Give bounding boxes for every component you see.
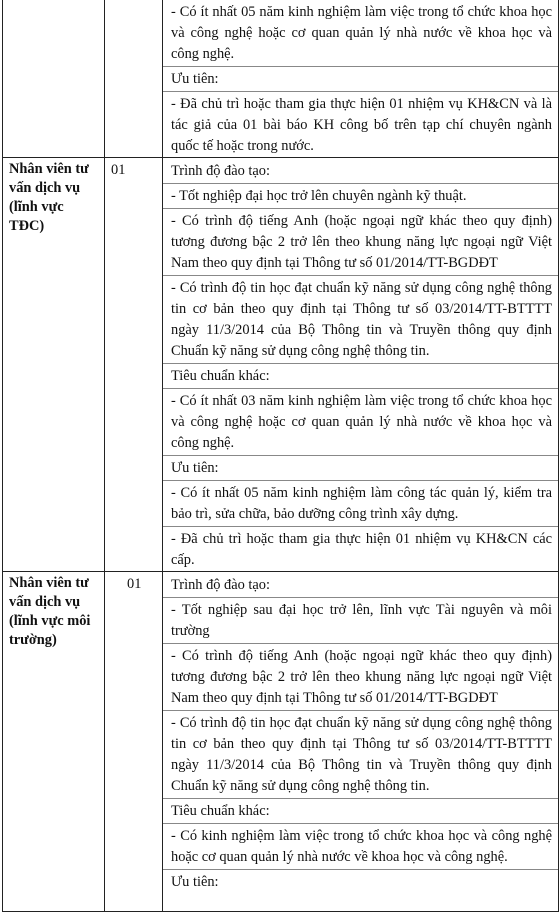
requirement-heading: Trình độ đào tạo:	[171, 163, 271, 179]
requirement-text: - Tốt nghiệp đại học trở lên chuyên ngành kỹ thuật.	[171, 188, 467, 204]
divider	[163, 66, 558, 67]
divider	[163, 208, 558, 209]
requirements-cell	[163, 0, 559, 158]
requirement-text: - Đã chủ trì hoặc tham gia thực hiện 01 nhiệm vụ KH&CN và là tác giả của 01 bài báo KH công bố trên tạp chí chuyên ngành quốc tế hoặc trong nước.	[171, 96, 552, 154]
requirement-text: - Đã chủ trì hoặc tham gia thực hiện 01 nhiệm vụ KH&CN các cấp.	[171, 531, 552, 568]
table-row	[3, 158, 559, 572]
divider	[163, 455, 558, 456]
requirement-text: - Có ít nhất 05 năm kinh nghiệm làm việc trong tổ chức khoa học và công nghệ hoặc cơ quan quản lý nhà nước về khoa học và công nghệ.	[171, 4, 552, 62]
requirement-text: - Có kinh nghiệm làm việc trong tổ chức khoa học và công nghệ hoặc cơ quan quản lý nhà nước về khoa học và công nghệ.	[171, 828, 552, 865]
requirement-heading: Ưu tiên:	[171, 71, 219, 87]
divider	[163, 710, 558, 711]
requirement-text: - Có ít nhất 05 năm kinh nghiệm làm công tác quản lý, kiểm tra bảo trì, sửa chữa, bảo dưỡng công trình xây dựng.	[171, 485, 552, 522]
requirement-heading: Ưu tiên:	[171, 874, 219, 890]
divider	[163, 643, 558, 644]
quantity-cell: 01	[105, 572, 163, 912]
divider	[163, 480, 558, 481]
requirement-text: - Tốt nghiệp sau đại học trở lên, lĩnh vực Tài nguyên và môi trường	[171, 602, 552, 639]
divider	[163, 91, 558, 92]
requirement-text: - Có trình độ tiếng Anh (hoặc ngoại ngữ khác theo quy định) tương đương bậc 2 trở lên theo khung năng lực ngoại ngữ Việt Nam theo quy định tại Thông tư số 01/2014/TT-BGDĐT	[171, 213, 552, 271]
position-cell: Nhân viên tư vấn dịch vụ (lĩnh vực TĐC)	[3, 158, 105, 572]
requirement-text: - Có trình độ tin học đạt chuẩn kỹ năng sử dụng công nghệ thông tin cơ bản theo quy định tại Thông tư số 03/2014/TT-BTTTT ngày 11/3/2014 của Bộ Thông tin và Truyền thông quy định Chuẩn kỹ năng sử dụng công nghệ thông tin.	[171, 280, 552, 359]
requirements-cell	[163, 572, 559, 912]
divider	[163, 363, 558, 364]
table-row	[3, 572, 559, 912]
quantity-cell	[105, 0, 163, 158]
position-cell	[3, 0, 105, 158]
requirement-text: - Có trình độ tin học đạt chuẩn kỹ năng sử dụng công nghệ thông tin cơ bản theo quy định tại Thông tư số 03/2014/TT-BTTTT ngày 11/3/2014 của Bộ Thông tin và Truyền thông quy định Chuẩn kỹ năng sử dụng công nghệ thông tin.	[171, 715, 552, 794]
requirement-text: - Có trình độ tiếng Anh (hoặc ngoại ngữ khác theo quy định) tương đương bậc 2 trở lên theo khung năng lực ngoại ngữ Việt Nam theo quy định tại Thông tư số 01/2014/TT-BGDĐT	[171, 648, 552, 706]
requirement-heading: Tiêu chuẩn khác:	[171, 803, 270, 819]
requirements-cell	[163, 158, 559, 572]
requirement-heading: Tiêu chuẩn khác:	[171, 368, 270, 384]
position-cell: Nhân viên tư vấn dịch vụ (lĩnh vực môi trường)	[3, 572, 105, 912]
requirement-heading: Ưu tiên:	[171, 460, 219, 476]
divider	[163, 597, 558, 598]
divider	[163, 388, 558, 389]
divider	[163, 869, 558, 870]
requirement-text: - Có ít nhất 03 năm kinh nghiệm làm việc trong tổ chức khoa học và công nghệ hoặc cơ quan quản lý nhà nước về khoa học và công nghệ.	[171, 393, 552, 451]
divider	[163, 183, 558, 184]
divider	[163, 275, 558, 276]
recruitment-table	[2, 0, 559, 912]
divider	[163, 823, 558, 824]
table-row	[3, 0, 559, 158]
divider	[163, 526, 558, 527]
quantity-cell: 01	[105, 158, 163, 572]
requirement-heading: Trình độ đào tạo:	[171, 577, 271, 593]
divider	[163, 798, 558, 799]
